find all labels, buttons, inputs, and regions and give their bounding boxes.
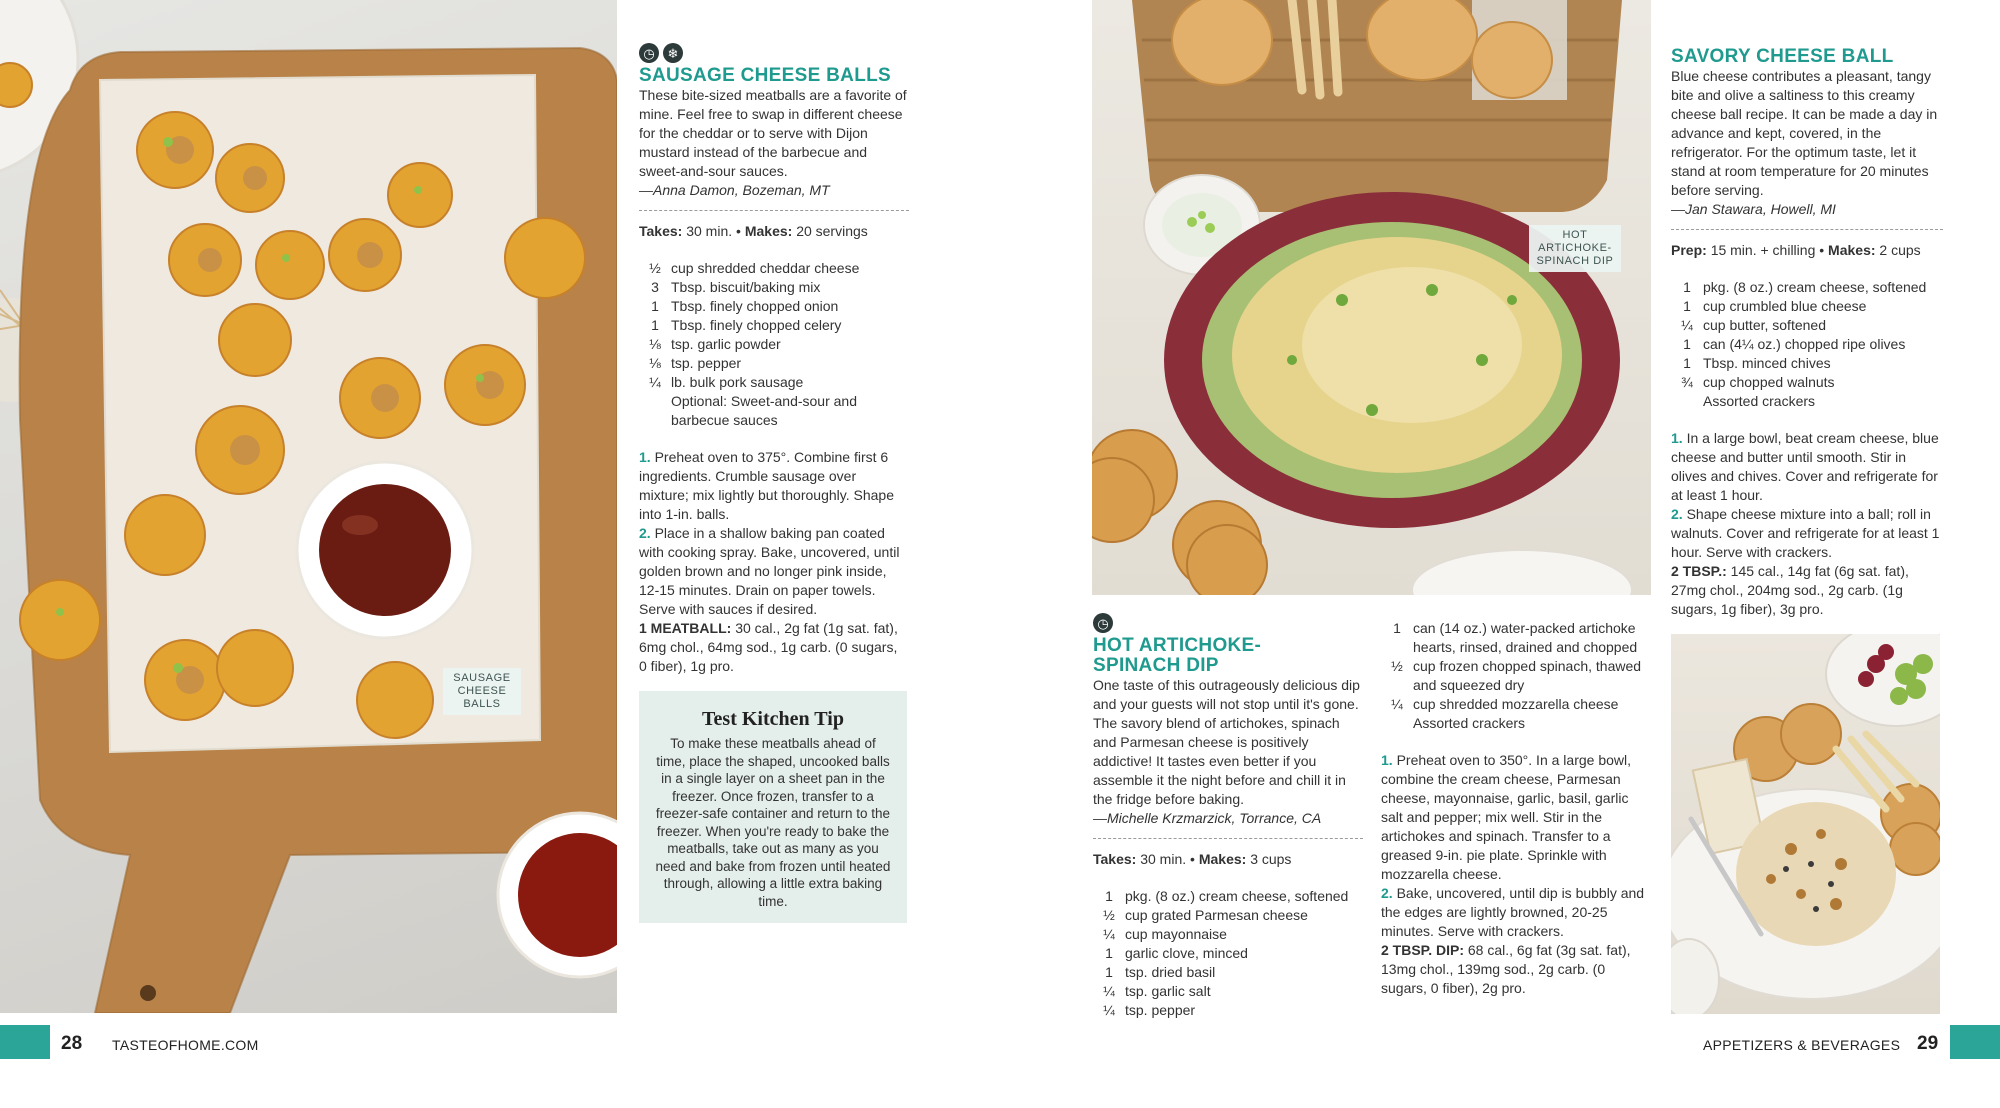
divider [1671, 229, 1943, 230]
recipe-yield: Prep: 15 min. + chilling • Makes: 2 cups [1671, 242, 1921, 258]
ingredient-list [1671, 278, 1943, 411]
step: 2. Bake, uncovered, until dip is bubbly and the edges are lightly browned, 20-25 minutes. Serve with crackers. [1381, 885, 1645, 939]
clock-icon: ◷ [1093, 613, 1113, 633]
recipe-attribution: —Anna Damon, Bozeman, MT [639, 182, 830, 198]
footer-site-name: TASTEOFHOME.COM [112, 1037, 259, 1053]
recipe-title: HOT ARTICHOKE- SPINACH DIP [1093, 635, 1262, 676]
nutrition-facts: 1 MEATBALL: 30 cal., 2g fat (1g sat. fat), 6mg chol., 64mg sod., 1g carb. (0 sugars, 0 fiber), 1g pro. [639, 620, 898, 674]
ingredient-list [1093, 887, 1363, 1020]
ingredient: 1 can (14 oz.) water-packed artichoke hearts, rinsed, drained and chopped [1393, 620, 1638, 655]
divider [639, 210, 909, 211]
ingredient: ½ cup grated Parmesan cheese [1103, 907, 1308, 923]
takes-value: 30 min. [1140, 851, 1187, 867]
divider [1093, 838, 1363, 839]
recipe-title: SAUSAGE CHEESE BALLS [639, 65, 891, 86]
page-number-right: 29 [1917, 1033, 1939, 1054]
recipe-intro: These bite-sized meatballs are a favorite of mine. Feel free to swap in different cheese for the cheddar or to serve with Dijon mustard instead of the barbecue and sweet-and-sour sauces. [639, 87, 907, 179]
recipe-title: SAVORY CHEESE BALL [1671, 46, 1894, 67]
clock-icon: ◷ [639, 43, 659, 63]
ingredient: ¼ cup mayonnaise [1103, 926, 1227, 942]
takes-label: Takes: [1093, 851, 1137, 867]
sausage-cheese-balls-illustration [0, 0, 617, 1013]
cheese-ball-illustration [1671, 634, 1940, 1014]
ingredient: ⅛ tsp. garlic powder [649, 336, 781, 352]
snowflake-icon: ❄ [663, 43, 683, 63]
recipe-yield: Takes: 30 min. • Makes: 3 cups [1093, 851, 1292, 867]
ingredient: ⅛ tsp. pepper [649, 355, 742, 371]
cheese-ball-photo [1671, 634, 1940, 1014]
artichoke-dip-illustration [1092, 0, 1651, 595]
makes-label: Makes: [744, 223, 793, 239]
photo-caption: SAUSAGE CHEESE BALLS [443, 668, 521, 715]
ingredient: ¼ cup shredded mozzarella cheese [1391, 696, 1619, 712]
prep-label: Prep: [1671, 242, 1707, 258]
ingredient: 1 pkg. (8 oz.) cream cheese, softened [1683, 279, 1927, 295]
artichoke-dip-photo [1092, 0, 1651, 595]
takes-value: 30 min. [686, 223, 733, 239]
page-number-left: 28 [61, 1033, 83, 1054]
ingredient: 1 tsp. dried basil [1105, 964, 1216, 980]
recipe-yield: Takes: 30 min. • Makes: 20 servings [639, 223, 868, 239]
prep-value: 15 min. + chilling [1710, 242, 1816, 258]
ingredient: Assorted crackers [1413, 715, 1526, 731]
ingredient: ½ cup frozen chopped spinach, thawed and squeezed dry [1391, 658, 1642, 693]
footer-accent-bar-right [1950, 1025, 2000, 1059]
step: 2. Shape cheese mixture into a ball; roll in walnuts. Cover and refrigerate for at least 1 hour. Serve with crackers. [1671, 506, 1940, 560]
recipe-intro: Blue cheese contributes a pleasant, tangy bite and olive a saltiness to this creamy cheese ball recipe. It can be made a day in advance and kept, covered, in the refrigerator. For the optimum taste, let it stand at room temperature for 20 minutes before serving. [1671, 68, 1938, 198]
ingredient: 1 Tbsp. finely chopped celery [651, 317, 842, 333]
sausage-cheese-balls-photo [0, 0, 617, 1013]
recipe-artichoke-dip [1093, 613, 1363, 1020]
ingredient: 1 garlic clove, minced [1105, 945, 1248, 961]
recipe-intro: One taste of this outrageously delicious dip and your guests will not stop until it's gone. The savory blend of artichokes, spinach and Parmesan cheese is positively addictive! It tastes even better if you assemble it the night before and chill it in the fridge before baking. [1093, 677, 1360, 807]
recipe-badges [1093, 613, 1363, 633]
recipe-steps [1381, 751, 1653, 998]
recipe-steps [639, 448, 909, 676]
ingredient: 1 cup crumbled blue cheese [1683, 298, 1867, 314]
step: 1. In a large bowl, beat cream cheese, blue cheese and butter until smooth. Stir in olives and chives. Cover and refrigerate for at least 1 hour. [1671, 430, 1939, 503]
makes-label: Makes: [1198, 851, 1247, 867]
ingredient: ¼ lb. bulk pork sausage [649, 374, 804, 390]
tip-title: Test Kitchen Tip [702, 708, 844, 730]
ingredient: ¼ tsp. pepper [1103, 1002, 1196, 1018]
step: 1. Preheat oven to 350°. In a large bowl, combine the cream cheese, Parmesan cheese, mayonnaise, garlic, basil, garlic salt and pepper; mix well. Stir in the artichokes and spinach. Transfer to a greased 9-in. pie plate. Sprinkle with mozzarella cheese. [1381, 752, 1631, 882]
footer-accent-bar-left [0, 1025, 50, 1059]
ingredient: 1 Tbsp. finely chopped onion [651, 298, 839, 314]
tip-body: To make these meatballs ahead of time, place the shaped, uncooked balls in a single layer on a sheet pan in the freezer. Once frozen, transfer to a freezer-safe container and return to the freezer. When you're ready to bake the meatballs, take out as many as you need and bake from frozen until heated through, allowing a little extra baking time. [655, 736, 891, 909]
recipe-steps [1671, 429, 1943, 619]
recipe-badges [639, 43, 909, 63]
makes-value: 2 cups [1879, 242, 1921, 258]
makes-value: 20 servings [796, 223, 868, 239]
recipe-attribution: —Jan Stawara, Howell, MI [1671, 201, 1836, 217]
step: 1. Preheat oven to 375°. Combine first 6 ingredients. Crumble sausage over mixture; mix lightly but thoroughly. Shape into 1-in. balls. [639, 449, 894, 522]
ingredient: 3 Tbsp. biscuit/baking mix [651, 279, 821, 295]
footer-section-name: APPETIZERS & BEVERAGES [1703, 1037, 1901, 1053]
recipe-sausage-cheese-balls [639, 43, 909, 676]
ingredient: ¾ cup chopped walnuts [1681, 374, 1835, 390]
recipe-attribution: —Michelle Krzmarzick, Torrance, CA [1093, 810, 1322, 826]
step: 2. Place in a shallow baking pan coated with cooking spray. Bake, uncovered, until golden brown and no longer pink inside, 12-15 minutes. Drain on paper towels. Serve with sauces if desired. [639, 525, 900, 617]
nutrition-facts: 2 TBSP.: 145 cal., 14g fat (6g sat. fat), 27mg chol., 204mg sod., 2g carb. (1g sugars, 1g fiber), 3g pro. [1671, 563, 1909, 617]
ingredient: Assorted crackers [1703, 393, 1816, 409]
takes-label: Takes: [639, 223, 683, 239]
ingredient: ¼ tsp. garlic salt [1103, 983, 1211, 999]
photo-caption: HOT ARTICHOKE-SPINACH DIP [1529, 225, 1621, 272]
recipe-savory-cheese-ball [1671, 47, 1943, 619]
makes-value: 3 cups [1250, 851, 1292, 867]
ingredient: ½ cup shredded cheddar cheese [649, 260, 860, 276]
recipe-artichoke-dip-continued [1381, 619, 1653, 998]
ingredient: 1 pkg. (8 oz.) cream cheese, softened [1105, 888, 1349, 904]
ingredient: Optional: Sweet-and-sour and barbecue sauces [671, 393, 857, 428]
ingredient: 1 Tbsp. minced chives [1683, 355, 1831, 371]
test-kitchen-tip [639, 691, 907, 923]
makes-label: Makes: [1828, 242, 1876, 258]
ingredient: ¼ cup butter, softened [1681, 317, 1826, 333]
ingredient-list [639, 259, 909, 430]
ingredient: 1 can (4¼ oz.) chopped ripe olives [1683, 336, 1906, 352]
nutrition-facts: 2 TBSP. DIP: 68 cal., 6g fat (3g sat. fat), 13mg chol., 139mg sod., 2g carb. (0 sugars, 0 fiber), 2g pro. [1381, 942, 1631, 996]
ingredient-list [1381, 619, 1653, 733]
